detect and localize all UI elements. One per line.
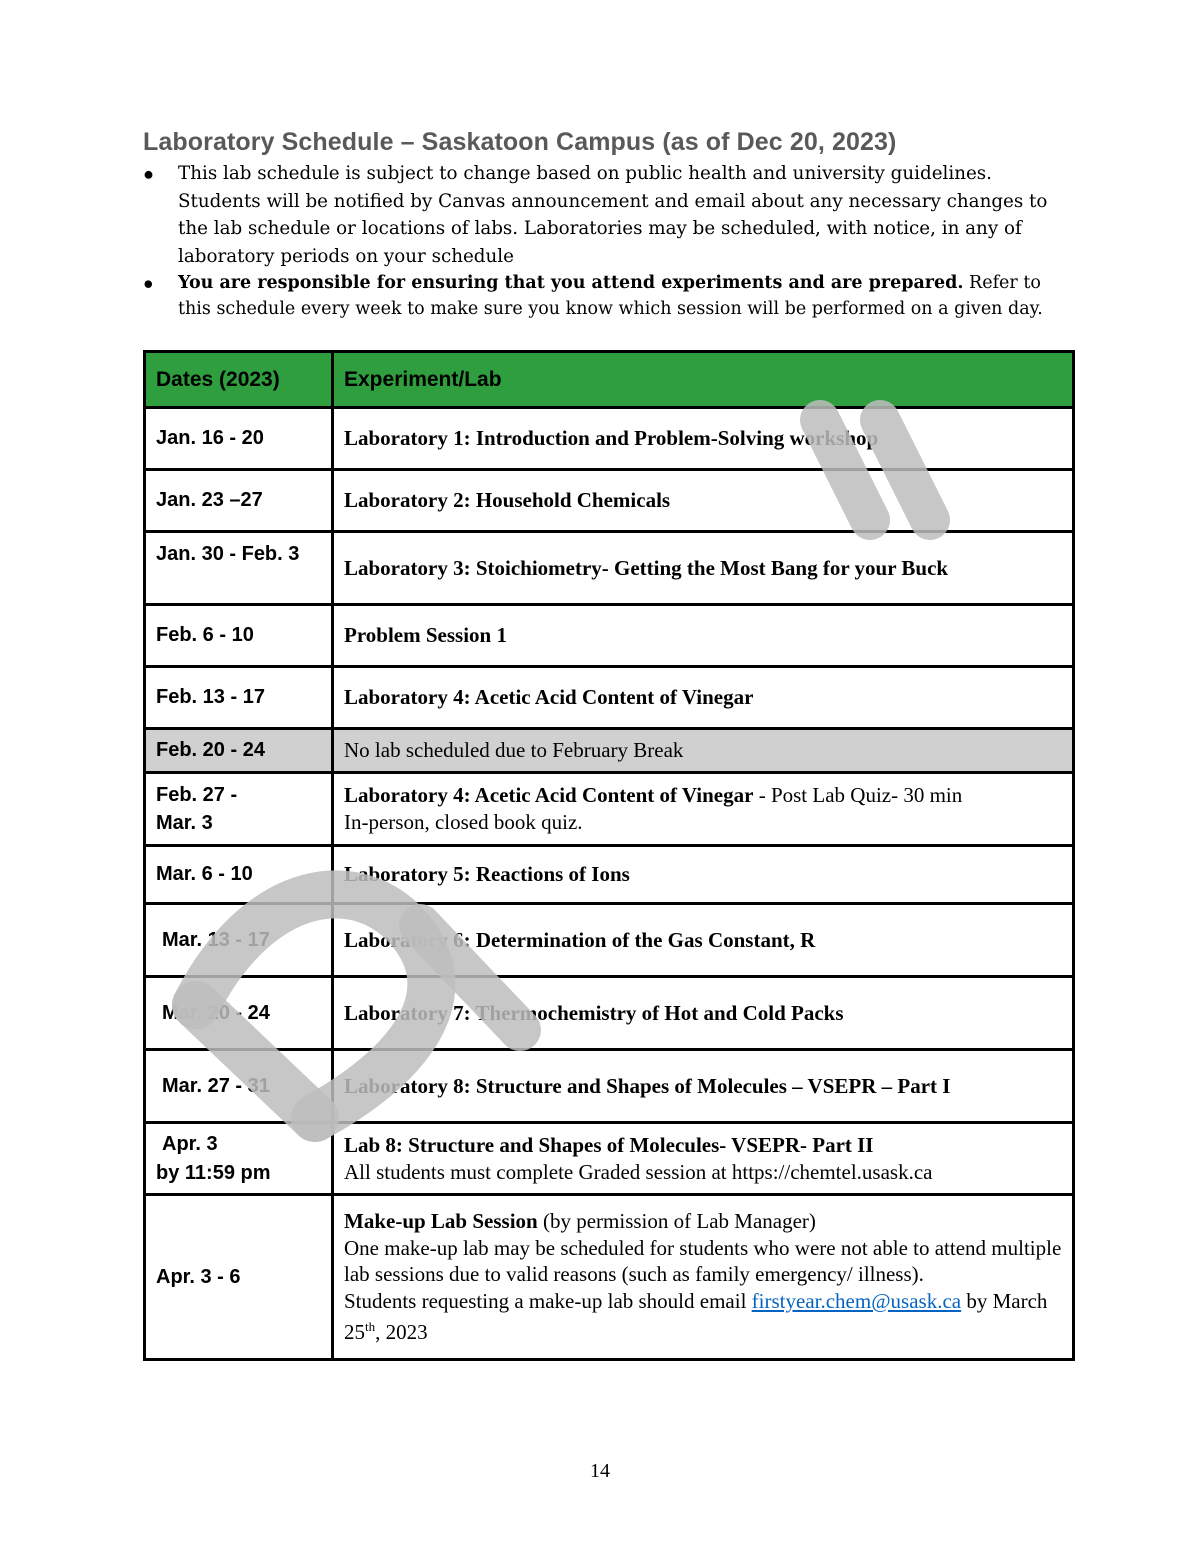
row-date: Apr. 3 - 6 (145, 1195, 333, 1360)
contact-text: by March 25 (344, 1288, 1048, 1345)
notice-list (143, 160, 1073, 322)
table-row (145, 1195, 1074, 1360)
table-row (145, 532, 1074, 605)
row-lab (333, 1195, 1074, 1360)
row-lab-title: Laboratory 2: Household Chemicals (344, 488, 671, 512)
row-lab (333, 1050, 1074, 1123)
row-date: Mar. 20 - 24 (145, 977, 333, 1050)
row-date: Jan. 23 –27 (145, 470, 333, 532)
row-date: Feb. 6 - 10 (145, 605, 333, 667)
row-lab-title: Laboratory 5: Reactions of Ions (344, 862, 630, 886)
row-lab-title: Lab 8: Structure and Shapes of Molecules- VSEPR- Part II (344, 1132, 874, 1157)
table-row (145, 904, 1074, 977)
bullet-icon: ● (143, 163, 155, 184)
row-date: Feb. 13 - 17 (145, 667, 333, 729)
row-date: Mar. 13 - 17 (145, 904, 333, 977)
row-date: Mar. 27 - 31 (145, 1050, 333, 1123)
schedule-table (143, 350, 1075, 1361)
notice-text: This lab schedule is subject to change based on public health and university guidelines. Students will be notified by Canvas announcement and email about any necessary changes to the lab schedule or locations of labs. Laboratories may be scheduled, with notice, in any of laboratory periods on your schedule (178, 163, 1048, 267)
row-lab-note: One make-up lab may be scheduled for students who were not able to attend multiple lab sessions due to valid reasons (such as family emergency/ illness). (344, 1235, 1062, 1287)
table-row (145, 773, 1074, 846)
row-lab-title: Make-up Lab Session (344, 1209, 538, 1234)
row-date-line: Mar. 3 (156, 812, 213, 834)
row-lab: No lab scheduled due to February Break (333, 729, 1074, 773)
notice-text: Refer to this schedule every week to make sure you know which session will be performed on a given day. (178, 273, 1043, 319)
row-lab-title: Laboratory 7: Thermochemistry of Hot and Cold Packs (344, 1000, 844, 1025)
row-lab-note: All students must complete Graded session at https://chemtel.usask.ca (344, 1159, 933, 1184)
table-header-row (145, 352, 1074, 408)
table-row (145, 846, 1074, 904)
row-lab-note: In-person, closed book quiz. (344, 810, 583, 834)
header-dates: Dates (2023) (145, 352, 333, 408)
row-lab-extra: - Post Lab Quiz- 30 min (753, 783, 963, 807)
table-row (145, 1123, 1074, 1195)
row-lab (333, 532, 1074, 605)
row-date (145, 1123, 333, 1195)
table-row (145, 1050, 1074, 1123)
row-date: Jan. 30 - Feb. 3 (145, 532, 333, 605)
row-lab-title: Laboratory 6: Determination of the Gas Constant, R (344, 927, 816, 952)
row-lab-title: Laboratory 8: Structure and Shapes of Molecules – VSEPR – Part I (344, 1073, 951, 1098)
email-link[interactable]: firstyear.chem@usask.ca (751, 1288, 962, 1313)
row-lab-title: Laboratory 3: Stoichiometry- Getting the Most Bang for your Buck (344, 555, 949, 580)
bullet-icon: ● (143, 273, 154, 293)
notice-bold-text: You are responsible for ensuring that you attend experiments and are prepared. (178, 273, 964, 293)
contact-text: Students requesting a make-up lab should email (344, 1288, 752, 1313)
row-lab (333, 904, 1074, 977)
ordinal-suffix: th (365, 1319, 376, 1335)
row-lab (333, 667, 1074, 729)
table-row (145, 667, 1074, 729)
row-lab (333, 408, 1074, 470)
row-date-line: Apr. 3 (162, 1132, 218, 1155)
row-lab (333, 605, 1074, 667)
row-date (145, 773, 333, 846)
row-lab (333, 1123, 1074, 1195)
table-row-break (145, 729, 1074, 773)
row-lab (333, 977, 1074, 1050)
row-lab (333, 773, 1074, 846)
row-date-line: Feb. 27 - (156, 784, 238, 806)
notice-item (143, 270, 1073, 322)
table-row (145, 977, 1074, 1050)
row-lab-title: Problem Session 1 (344, 623, 507, 647)
row-date: Mar. 6 - 10 (145, 846, 333, 904)
page-title: Laboratory Schedule – Saskatoon Campus (as of Dec 20, 2023) (143, 128, 897, 156)
row-date: Jan. 16 - 20 (145, 408, 333, 470)
table-row (145, 470, 1074, 532)
row-date: Feb. 20 - 24 (145, 729, 333, 773)
header-lab: Experiment/Lab (333, 352, 1074, 408)
table-row (145, 605, 1074, 667)
contact-year: , 2023 (375, 1320, 428, 1345)
notice-item (143, 160, 1073, 270)
row-lab-title: Laboratory 4: Acetic Acid Content of Vinegar (344, 783, 754, 807)
page-number: 14 (590, 1460, 610, 1482)
row-lab (333, 470, 1074, 532)
row-lab-title: Laboratory 4: Acetic Acid Content of Vinegar (344, 685, 754, 709)
row-date-line: by 11:59 pm (156, 1161, 271, 1184)
row-lab-contact (344, 1288, 1062, 1346)
row-lab-extra: (by permission of Lab Manager) (537, 1209, 816, 1234)
row-lab (333, 846, 1074, 904)
table-row (145, 408, 1074, 470)
row-lab-title: Laboratory 1: Introduction and Problem-Solving workshop (344, 426, 879, 450)
